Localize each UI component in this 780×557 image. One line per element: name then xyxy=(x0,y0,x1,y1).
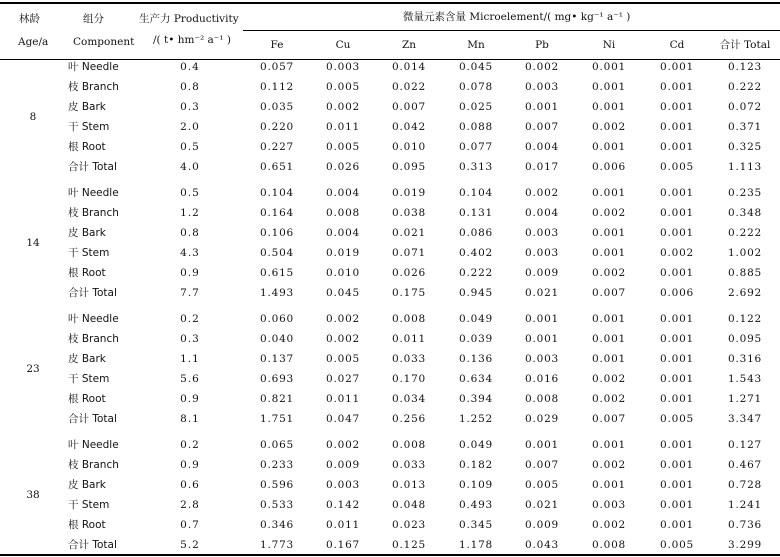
age-label: 38 xyxy=(26,489,40,501)
element-value-4: 0.021 xyxy=(524,287,560,299)
element-value-4: 0.016 xyxy=(524,373,560,385)
element-value-7: 0.095 xyxy=(727,333,763,345)
header-element-2: Zn xyxy=(401,39,417,51)
component-label: 叶 Needle xyxy=(68,187,119,199)
element-value-4: 0.029 xyxy=(524,413,560,425)
element-value-2: 0.008 xyxy=(391,313,427,325)
element-value-1: 0.026 xyxy=(325,161,361,173)
element-value-3: 0.045 xyxy=(458,61,494,73)
element-value-3: 0.313 xyxy=(458,161,494,173)
component-label: 根 Root xyxy=(68,267,106,279)
element-value-6: 0.001 xyxy=(659,479,695,491)
element-value-6: 0.001 xyxy=(659,459,695,471)
component-label: 枝 Branch xyxy=(68,207,119,219)
productivity-value: 1.1 xyxy=(180,353,200,365)
element-value-3: 1.178 xyxy=(458,539,494,551)
productivity-value: 5.2 xyxy=(180,539,200,551)
element-value-5: 0.001 xyxy=(591,479,627,491)
component-label: 根 Root xyxy=(68,519,106,531)
element-value-0: 0.596 xyxy=(259,479,295,491)
element-value-5: 0.002 xyxy=(591,519,627,531)
productivity-value: 0.6 xyxy=(180,479,200,491)
productivity-value: 0.7 xyxy=(180,519,200,531)
header-element-7: 合计 Total xyxy=(719,39,771,51)
element-value-7: 1.113 xyxy=(727,161,763,173)
element-value-6: 0.001 xyxy=(659,439,695,451)
component-label: 合计 Total xyxy=(68,539,117,551)
element-value-6: 0.001 xyxy=(659,141,695,153)
element-value-2: 0.175 xyxy=(391,287,427,299)
element-value-3: 0.182 xyxy=(458,459,494,471)
element-value-1: 0.004 xyxy=(325,227,361,239)
element-value-3: 0.049 xyxy=(458,439,494,451)
element-value-7: 0.467 xyxy=(727,459,763,471)
element-value-0: 0.057 xyxy=(259,61,295,73)
element-value-6: 0.001 xyxy=(659,121,695,133)
element-value-7: 1.543 xyxy=(727,373,763,385)
element-value-6: 0.001 xyxy=(659,101,695,113)
element-value-0: 1.493 xyxy=(259,287,295,299)
element-value-5: 0.006 xyxy=(591,161,627,173)
element-value-0: 1.773 xyxy=(259,539,295,551)
element-value-2: 0.170 xyxy=(391,373,427,385)
header-element-3: Mn xyxy=(467,39,485,51)
element-value-0: 0.040 xyxy=(259,333,295,345)
element-value-0: 0.137 xyxy=(259,353,295,365)
bottom-rule xyxy=(0,554,780,556)
element-value-5: 0.001 xyxy=(591,81,627,93)
element-value-6: 0.005 xyxy=(659,413,695,425)
element-value-5: 0.001 xyxy=(591,439,627,451)
productivity-value: 0.8 xyxy=(180,227,200,239)
element-value-7: 0.728 xyxy=(727,479,763,491)
element-value-4: 0.007 xyxy=(524,459,560,471)
element-value-0: 0.112 xyxy=(259,81,295,93)
element-value-3: 0.394 xyxy=(458,393,494,405)
element-value-0: 0.060 xyxy=(259,313,295,325)
element-value-4: 0.001 xyxy=(524,439,560,451)
element-value-3: 0.131 xyxy=(458,207,494,219)
productivity-value: 0.2 xyxy=(180,313,200,325)
element-value-2: 0.042 xyxy=(391,121,427,133)
element-value-7: 0.222 xyxy=(727,81,763,93)
element-value-3: 0.634 xyxy=(458,373,494,385)
element-value-5: 0.002 xyxy=(591,121,627,133)
element-value-7: 0.127 xyxy=(727,439,763,451)
element-value-4: 0.004 xyxy=(524,207,560,219)
element-value-7: 1.271 xyxy=(727,393,763,405)
element-value-7: 1.241 xyxy=(727,499,763,511)
header-bottom-rule xyxy=(0,59,780,60)
header-microelement-title: 微量元素含量 Microelement/( mg• kg⁻¹ a⁻¹ ) xyxy=(403,11,631,23)
element-value-1: 0.005 xyxy=(325,141,361,153)
age-label: 14 xyxy=(26,237,40,249)
element-value-4: 0.003 xyxy=(524,81,560,93)
element-value-2: 0.011 xyxy=(391,333,427,345)
element-value-1: 0.047 xyxy=(325,413,361,425)
element-value-7: 0.371 xyxy=(727,121,763,133)
element-value-3: 0.025 xyxy=(458,101,494,113)
element-value-4: 0.001 xyxy=(524,333,560,345)
element-value-1: 0.011 xyxy=(325,393,361,405)
component-label: 根 Root xyxy=(68,393,106,405)
header-component-cn: 组分 xyxy=(83,13,104,25)
element-value-6: 0.001 xyxy=(659,313,695,325)
element-value-7: 0.072 xyxy=(727,101,763,113)
header-productivity-line2: /( t• hm⁻² a⁻¹ ) xyxy=(153,34,231,46)
element-value-0: 0.651 xyxy=(259,161,295,173)
element-value-2: 0.008 xyxy=(391,439,427,451)
productivity-value: 0.9 xyxy=(180,459,200,471)
productivity-value: 7.7 xyxy=(180,287,200,299)
element-value-1: 0.142 xyxy=(325,499,361,511)
component-label: 干 Stem xyxy=(68,373,110,385)
element-value-3: 0.086 xyxy=(458,227,494,239)
element-value-3: 0.945 xyxy=(458,287,494,299)
component-label: 干 Stem xyxy=(68,121,110,133)
element-value-5: 0.001 xyxy=(591,141,627,153)
element-value-6: 0.001 xyxy=(659,393,695,405)
header-age-cn: 林龄 xyxy=(19,13,40,25)
element-value-7: 0.316 xyxy=(727,353,763,365)
element-value-1: 0.005 xyxy=(325,81,361,93)
element-value-3: 0.345 xyxy=(458,519,494,531)
element-value-6: 0.001 xyxy=(659,267,695,279)
element-value-5: 0.007 xyxy=(591,413,627,425)
element-value-1: 0.002 xyxy=(325,313,361,325)
element-value-1: 0.027 xyxy=(325,373,361,385)
element-value-2: 0.022 xyxy=(391,81,427,93)
element-value-5: 0.002 xyxy=(591,373,627,385)
element-value-4: 0.001 xyxy=(524,313,560,325)
element-value-6: 0.001 xyxy=(659,333,695,345)
element-value-1: 0.009 xyxy=(325,459,361,471)
element-value-0: 0.615 xyxy=(259,267,295,279)
element-value-5: 0.002 xyxy=(591,393,627,405)
header-element-6: Cd xyxy=(669,39,685,51)
element-value-3: 0.088 xyxy=(458,121,494,133)
header-sub-rule xyxy=(243,30,780,31)
element-value-6: 0.006 xyxy=(659,287,695,299)
element-value-3: 0.039 xyxy=(458,333,494,345)
element-value-7: 1.002 xyxy=(727,247,763,259)
age-label: 8 xyxy=(29,111,37,123)
age-label: 23 xyxy=(26,363,40,375)
productivity-value: 4.0 xyxy=(180,161,200,173)
header-age-en: Age/a xyxy=(18,36,49,48)
element-value-2: 0.071 xyxy=(391,247,427,259)
element-value-6: 0.001 xyxy=(659,61,695,73)
element-value-7: 2.692 xyxy=(727,287,763,299)
element-value-0: 0.104 xyxy=(259,187,295,199)
top-rule xyxy=(0,2,780,4)
header-productivity-line1: 生产力 Productivity xyxy=(139,13,239,25)
element-value-0: 0.106 xyxy=(259,227,295,239)
element-value-7: 0.235 xyxy=(727,187,763,199)
component-label: 叶 Needle xyxy=(68,61,119,73)
element-value-5: 0.003 xyxy=(591,499,627,511)
element-value-1: 0.011 xyxy=(325,121,361,133)
element-value-4: 0.017 xyxy=(524,161,560,173)
element-value-1: 0.019 xyxy=(325,247,361,259)
element-value-2: 0.048 xyxy=(391,499,427,511)
element-value-4: 0.003 xyxy=(524,353,560,365)
element-value-6: 0.001 xyxy=(659,207,695,219)
element-value-5: 0.001 xyxy=(591,333,627,345)
element-value-1: 0.003 xyxy=(325,479,361,491)
element-value-1: 0.011 xyxy=(325,519,361,531)
component-label: 皮 Bark xyxy=(68,479,106,491)
productivity-value: 2.8 xyxy=(180,499,200,511)
element-value-2: 0.256 xyxy=(391,413,427,425)
element-value-4: 0.007 xyxy=(524,121,560,133)
component-label: 皮 Bark xyxy=(68,353,106,365)
header-element-5: Ni xyxy=(602,39,616,51)
element-value-5: 0.008 xyxy=(591,539,627,551)
element-value-5: 0.002 xyxy=(591,267,627,279)
element-value-2: 0.019 xyxy=(391,187,427,199)
component-label: 皮 Bark xyxy=(68,227,106,239)
productivity-value: 0.5 xyxy=(180,141,200,153)
element-value-7: 0.736 xyxy=(727,519,763,531)
header-element-0: Fe xyxy=(270,39,284,51)
element-value-6: 0.001 xyxy=(659,187,695,199)
element-value-0: 0.220 xyxy=(259,121,295,133)
element-value-0: 0.227 xyxy=(259,141,295,153)
element-value-0: 0.035 xyxy=(259,101,295,113)
element-value-5: 0.001 xyxy=(591,61,627,73)
element-value-4: 0.043 xyxy=(524,539,560,551)
component-label: 枝 Branch xyxy=(68,459,119,471)
element-value-6: 0.001 xyxy=(659,353,695,365)
element-value-4: 0.009 xyxy=(524,519,560,531)
component-label: 皮 Bark xyxy=(68,101,106,113)
element-value-1: 0.002 xyxy=(325,101,361,113)
element-value-2: 0.125 xyxy=(391,539,427,551)
element-value-2: 0.095 xyxy=(391,161,427,173)
component-label: 合计 Total xyxy=(68,413,117,425)
element-value-2: 0.033 xyxy=(391,353,427,365)
element-value-5: 0.001 xyxy=(591,101,627,113)
productivity-value: 0.9 xyxy=(180,267,200,279)
component-label: 根 Root xyxy=(68,141,106,153)
element-value-4: 0.003 xyxy=(524,247,560,259)
element-value-2: 0.013 xyxy=(391,479,427,491)
element-value-1: 0.008 xyxy=(325,207,361,219)
element-value-4: 0.004 xyxy=(524,141,560,153)
element-value-5: 0.002 xyxy=(591,459,627,471)
element-value-2: 0.023 xyxy=(391,519,427,531)
component-label: 叶 Needle xyxy=(68,439,119,451)
element-value-7: 0.123 xyxy=(727,61,763,73)
component-label: 干 Stem xyxy=(68,499,110,511)
component-label: 枝 Branch xyxy=(68,81,119,93)
element-value-5: 0.002 xyxy=(591,207,627,219)
element-value-6: 0.001 xyxy=(659,81,695,93)
element-value-2: 0.034 xyxy=(391,393,427,405)
element-value-1: 0.002 xyxy=(325,333,361,345)
element-value-7: 0.348 xyxy=(727,207,763,219)
element-value-3: 0.402 xyxy=(458,247,494,259)
productivity-value: 1.2 xyxy=(180,207,200,219)
element-value-6: 0.001 xyxy=(659,519,695,531)
element-value-5: 0.001 xyxy=(591,313,627,325)
productivity-value: 0.2 xyxy=(180,439,200,451)
element-value-3: 0.104 xyxy=(458,187,494,199)
component-label: 枝 Branch xyxy=(68,333,119,345)
element-value-5: 0.001 xyxy=(591,247,627,259)
element-value-4: 0.003 xyxy=(524,227,560,239)
element-value-5: 0.001 xyxy=(591,227,627,239)
element-value-2: 0.026 xyxy=(391,267,427,279)
element-value-7: 0.222 xyxy=(727,227,763,239)
element-value-1: 0.004 xyxy=(325,187,361,199)
element-value-6: 0.001 xyxy=(659,227,695,239)
element-value-4: 0.021 xyxy=(524,499,560,511)
element-value-0: 0.821 xyxy=(259,393,295,405)
productivity-value: 0.3 xyxy=(180,333,200,345)
element-value-5: 0.001 xyxy=(591,187,627,199)
productivity-value: 0.8 xyxy=(180,81,200,93)
element-value-3: 0.493 xyxy=(458,499,494,511)
element-value-6: 0.005 xyxy=(659,539,695,551)
component-label: 合计 Total xyxy=(68,287,117,299)
element-value-3: 0.078 xyxy=(458,81,494,93)
element-value-4: 0.009 xyxy=(524,267,560,279)
component-label: 干 Stem xyxy=(68,247,110,259)
element-value-6: 0.001 xyxy=(659,499,695,511)
header-element-4: Pb xyxy=(535,39,549,51)
productivity-value: 8.1 xyxy=(180,413,200,425)
element-value-1: 0.167 xyxy=(325,539,361,551)
productivity-value: 0.5 xyxy=(180,187,200,199)
element-value-6: 0.005 xyxy=(659,161,695,173)
productivity-value: 0.4 xyxy=(180,61,200,73)
element-value-0: 0.504 xyxy=(259,247,295,259)
element-value-3: 0.077 xyxy=(458,141,494,153)
productivity-value: 5.6 xyxy=(180,373,200,385)
element-value-2: 0.033 xyxy=(391,459,427,471)
element-value-7: 0.325 xyxy=(727,141,763,153)
element-value-4: 0.005 xyxy=(524,479,560,491)
header-element-1: Cu xyxy=(335,39,351,51)
element-value-0: 0.065 xyxy=(259,439,295,451)
productivity-value: 4.3 xyxy=(180,247,200,259)
component-label: 叶 Needle xyxy=(68,313,119,325)
header-component-en: Component xyxy=(73,36,135,48)
element-value-1: 0.003 xyxy=(325,61,361,73)
element-value-2: 0.021 xyxy=(391,227,427,239)
productivity-value: 2.0 xyxy=(180,121,200,133)
element-value-3: 0.049 xyxy=(458,313,494,325)
element-value-5: 0.007 xyxy=(591,287,627,299)
element-value-1: 0.045 xyxy=(325,287,361,299)
element-value-7: 0.885 xyxy=(727,267,763,279)
element-value-5: 0.001 xyxy=(591,353,627,365)
element-value-4: 0.002 xyxy=(524,61,560,73)
element-value-2: 0.010 xyxy=(391,141,427,153)
element-value-0: 0.533 xyxy=(259,499,295,511)
element-value-4: 0.008 xyxy=(524,393,560,405)
element-value-6: 0.002 xyxy=(659,247,695,259)
element-value-1: 0.005 xyxy=(325,353,361,365)
element-value-2: 0.038 xyxy=(391,207,427,219)
component-label: 合计 Total xyxy=(68,161,117,173)
element-value-7: 3.299 xyxy=(727,539,763,551)
productivity-value: 0.9 xyxy=(180,393,200,405)
element-value-0: 1.751 xyxy=(259,413,295,425)
element-value-4: 0.002 xyxy=(524,187,560,199)
element-value-6: 0.001 xyxy=(659,373,695,385)
element-value-0: 0.346 xyxy=(259,519,295,531)
element-value-0: 0.164 xyxy=(259,207,295,219)
element-value-2: 0.014 xyxy=(391,61,427,73)
element-value-0: 0.233 xyxy=(259,459,295,471)
element-value-3: 0.136 xyxy=(458,353,494,365)
element-value-1: 0.010 xyxy=(325,267,361,279)
element-value-2: 0.007 xyxy=(391,101,427,113)
element-value-3: 1.252 xyxy=(458,413,494,425)
productivity-value: 0.3 xyxy=(180,101,200,113)
element-value-3: 0.222 xyxy=(458,267,494,279)
element-value-0: 0.693 xyxy=(259,373,295,385)
element-value-4: 0.001 xyxy=(524,101,560,113)
element-value-7: 3.347 xyxy=(727,413,763,425)
element-value-3: 0.109 xyxy=(458,479,494,491)
element-value-7: 0.122 xyxy=(727,313,763,325)
element-value-1: 0.002 xyxy=(325,439,361,451)
